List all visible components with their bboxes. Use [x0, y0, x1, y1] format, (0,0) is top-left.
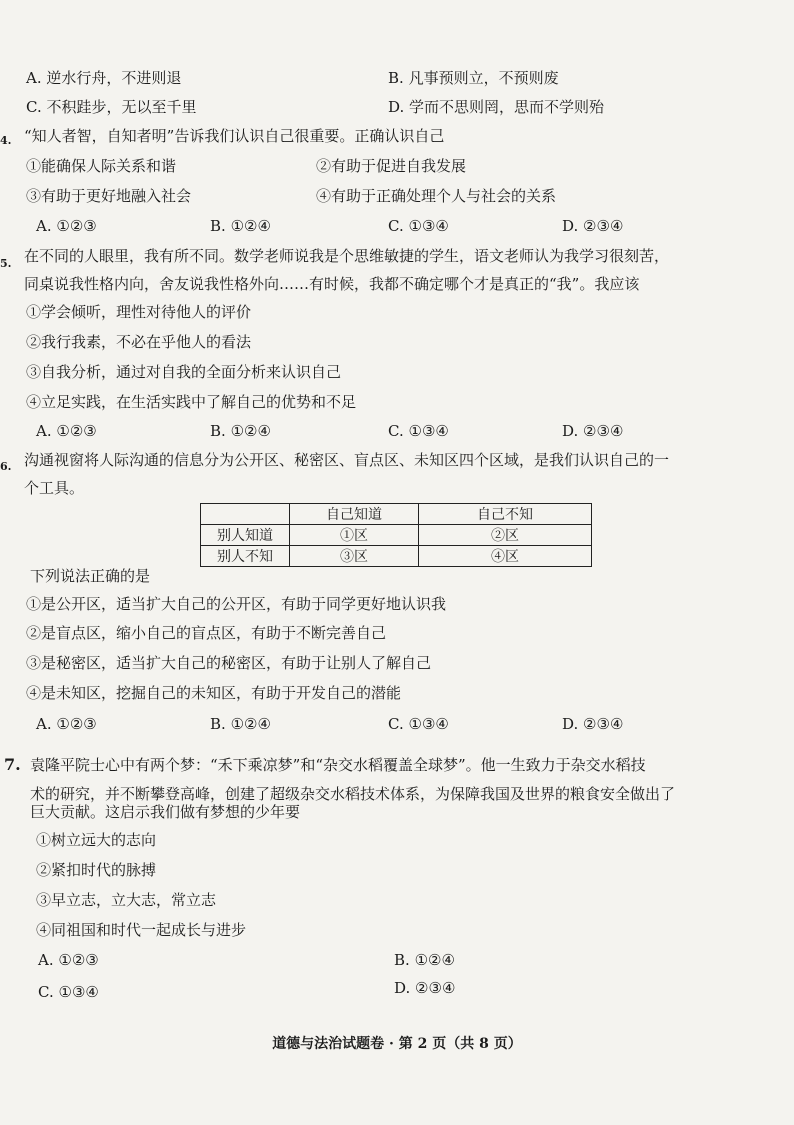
- q6-option-d: D. ②③④: [562, 715, 624, 733]
- q6-option-b: B. ①②④: [210, 715, 271, 733]
- q4-item-1: ①能确保人际关系和谐: [26, 157, 177, 175]
- table-cell: ②区: [419, 525, 592, 546]
- table-cell: ③区: [290, 546, 419, 567]
- q4-option-c: C. ①③④: [388, 217, 449, 235]
- q6-item-1: ①是公开区，适当扩大自己的公开区，有助于同学更好地认识我: [26, 595, 447, 613]
- q6-stem-line-2: 个工具。: [24, 479, 85, 497]
- table-cell: 自己不知: [419, 504, 592, 525]
- page-footer: 道德与法治试题卷 · 第 2 页（共 8 页）: [272, 1036, 522, 1052]
- q7-option-c: C. ①③④: [38, 983, 99, 1001]
- q7-stem-line-1: 袁隆平院士心中有两个梦：“禾下乘凉梦”和“杂交水稻覆盖全球梦”。他一生致力于杂交水稻技: [30, 756, 646, 774]
- q6-item-3: ③是秘密区，适当扩大自己的秘密区，有助于让别人了解自己: [26, 654, 432, 672]
- prev-option-a: A. 逆水行舟，不进则退: [26, 69, 182, 87]
- prev-option-d: D. 学而不思则罔，思而不学则殆: [388, 98, 605, 116]
- table-cell: ④区: [419, 546, 592, 567]
- prev-option-c: C. 不积跬步，无以至千里: [26, 98, 197, 116]
- q4-option-b: B. ①②④: [210, 217, 271, 235]
- q6-option-c: C. ①③④: [388, 715, 449, 733]
- q5-option-d: D. ②③④: [562, 422, 624, 440]
- q7-stem-line-2: 术的研究，并不断攀登高峰，创建了超级杂交水稻技术体系，为保障我国及世界的粮食安全做出了: [30, 785, 676, 803]
- table-cell: [201, 504, 290, 525]
- table-cell: ①区: [290, 525, 419, 546]
- q7-option-b: B. ①②④: [394, 951, 455, 969]
- q7-stem-line-3: 巨大贡献。这启示我们做有梦想的少年要: [30, 803, 301, 821]
- q6-item-2: ②是盲点区，缩小自己的盲点区，有助于不断完善自己: [26, 624, 387, 642]
- table-row: [201, 525, 592, 546]
- q6-prompt: 下列说法正确的是: [30, 567, 151, 585]
- table-row: [201, 546, 592, 567]
- q7-item-1: ①树立远大的志向: [36, 831, 157, 849]
- q6-option-a: A. ①②③: [36, 715, 97, 733]
- q4-number: 4.: [0, 134, 12, 147]
- q4-option-a: A. ①②③: [36, 217, 97, 235]
- q7-item-3: ③早立志，立大志，常立志: [36, 891, 217, 909]
- q7-item-4: ④同祖国和时代一起成长与进步: [36, 921, 247, 939]
- q4-stem: “知人者智，自知者明”告诉我们认识自己很重要。正确认识自己: [24, 127, 445, 145]
- table-header-row: [201, 504, 592, 525]
- q7-number: 7.: [4, 755, 21, 774]
- q5-stem-line-1: 在不同的人眼里，我有所不同。数学老师说我是个思维敏捷的学生，语文老师认为我学习很刻苦，: [24, 247, 670, 265]
- q6-number: 6.: [0, 460, 12, 473]
- q5-number: 5.: [0, 257, 12, 270]
- table-cell: 别人不知: [201, 546, 290, 567]
- q4-item-3: ③有助于更好地融入社会: [26, 187, 192, 205]
- q5-stem-line-2: 同桌说我性格内向，舍友说我性格外向……有时候，我都不确定哪个才是真正的“我”。我应该: [24, 275, 640, 293]
- q5-item-1: ①学会倾听，理性对待他人的评价: [26, 303, 252, 321]
- table-cell: 别人知道: [201, 525, 290, 546]
- q5-item-3: ③自我分析，通过对自我的全面分析来认识自己: [26, 363, 342, 381]
- table-cell: 自己知道: [290, 504, 419, 525]
- q7-option-a: A. ①②③: [38, 951, 99, 969]
- q5-item-4: ④立足实践，在生活实践中了解自己的优势和不足: [26, 393, 357, 411]
- q5-option-a: A. ①②③: [36, 422, 97, 440]
- communication-window-table: [200, 503, 592, 567]
- q4-item-2: ②有助于促进自我发展: [316, 157, 467, 175]
- q6-stem-line-1: 沟通视窗将人际沟通的信息分为公开区、秘密区、盲点区、未知区四个区域，是我们认识自己的一: [24, 451, 670, 469]
- prev-option-b: B. 凡事预则立，不预则废: [388, 69, 559, 87]
- q4-item-4: ④有助于正确处理个人与社会的关系: [316, 187, 557, 205]
- q4-option-d: D. ②③④: [562, 217, 624, 235]
- q7-option-d: D. ②③④: [394, 979, 456, 997]
- q7-item-2: ②紧扣时代的脉搏: [36, 861, 157, 879]
- q6-item-4: ④是未知区，挖掘自己的未知区，有助于开发自己的潜能: [26, 684, 402, 702]
- q5-option-b: B. ①②④: [210, 422, 271, 440]
- q5-item-2: ②我行我素，不必在乎他人的看法: [26, 333, 252, 351]
- q5-option-c: C. ①③④: [388, 422, 449, 440]
